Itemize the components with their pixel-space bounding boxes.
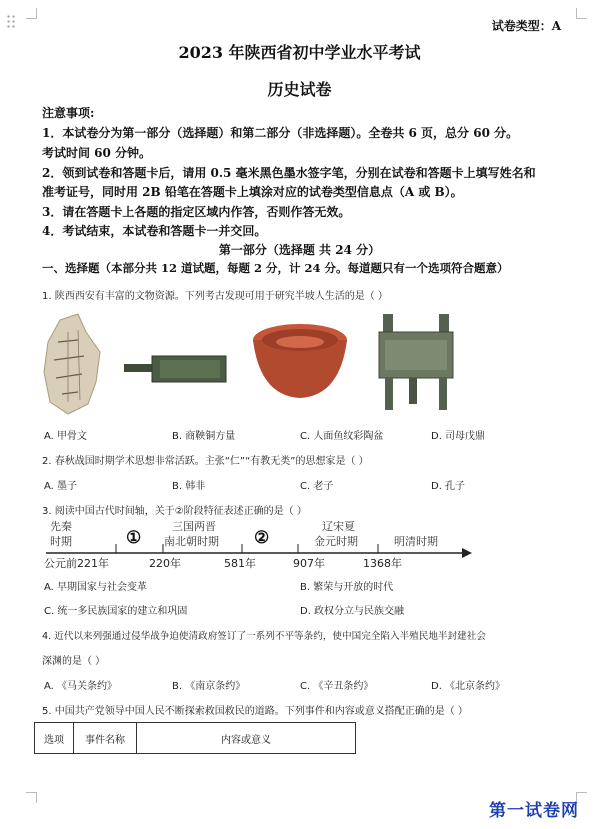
q4-option-c[interactable]: C. 《辛丑条约》 [300,681,374,692]
page-dots [6,14,16,30]
table-row [35,723,356,754]
q1-option-a[interactable]: A. 甲骨文 [44,431,88,442]
notice-heading: 注意事项: [42,106,95,120]
timeline-year: 907年 [293,557,325,570]
question-5-text: 5. 中国共产党领导中国人民不断探索救国救民的道路。下列事件和内容或意义搭配正确的是（ ） [42,706,468,717]
timeline-year: 220年 [149,557,181,570]
q4-option-b[interactable]: B. 《南京条约》 [172,681,246,692]
simuwu-ding-image [375,312,457,412]
timeline-label-pre-qin-bottom: 时期 [50,535,72,548]
q1-option-b[interactable]: B. 商鞅铜方量 [172,431,236,442]
timeline-marker-2: ② [254,528,270,548]
table-header-cell: 事件名称 [74,723,137,754]
q4-option-a[interactable]: A. 《马关条约》 [44,681,118,692]
q4-option-d[interactable]: D. 《北京条约》 [431,681,506,692]
oracle-bone-image [38,312,108,417]
timeline-label-liao-song-top: 辽宋夏 [322,520,355,533]
q2-option-b[interactable]: B. 韩非 [172,481,206,492]
question-2-text: 2. 春秋战国时期学术思想非常活跃。主张“仁”“有教无类”的思想家是（ ） [42,456,369,467]
exam-subtitle: 历史试卷 [267,80,332,99]
timeline-year: 1368年 [363,557,402,570]
table-header-cell: 内容或意义 [137,723,356,754]
brand-watermark: 第一试卷网 [489,801,579,821]
crop-mark-top-right [576,8,587,19]
paper-type: 试卷类型：A [491,19,561,33]
q2-option-a[interactable]: A. 墨子 [44,481,78,492]
timeline-year: 公元前221年 [44,557,109,570]
table-header-cell: 选项 [35,723,74,754]
exam-title: 2023 年陕西省初中学业水平考试 [178,43,421,62]
q3-option-c[interactable]: C. 统一多民族国家的建立和巩固 [44,606,188,617]
q1-option-d[interactable]: D. 司母戊鼎 [431,431,486,442]
notice-line: 考试时间 60 分钟。 [42,146,152,160]
painted-pottery-basin-image [250,318,350,403]
notice-line: 1．本试卷分为第一部分（选择题）和第二部分（非选择题）。全卷共 6 页，总分 60 分。 [42,126,519,140]
q2-option-d[interactable]: D. 孔子 [431,481,466,492]
question-1-text: 1. 陕西西安有丰富的文物资源。下列考古发现可用于研究半坡人生活的是（ ） [42,291,388,302]
q5-table [34,722,356,754]
notice-line: 3．请在答题卡上各题的指定区域内作答，否则作答无效。 [42,205,351,219]
timeline-marker-1: ① [126,528,142,548]
question-3-text: 3. 阅读中国古代时间轴，关于②阶段特征表述正确的是（ ） [42,506,307,517]
timeline-label-three-kingdoms-top: 三国两晋 [172,520,216,533]
bronze-square-measure-image [122,350,230,390]
section-instructions: 一、选择题（本部分共 12 道试题，每题 2 分，计 24 分。每道题只有一个选项符合题意） [42,261,509,275]
crop-mark-top-left [26,8,37,19]
timeline-label-pre-qin-top: 先秦 [50,520,72,533]
q2-option-c[interactable]: C. 老子 [300,481,334,492]
notice-line: 2．领到试卷和答题卡后，请用 0.5 毫米黑色墨水签字笔，分别在试卷和答题卡上填写姓名和 [42,166,536,180]
question-4-text: 4. 近代以来列强通过侵华战争迫使清政府签订了一系列不平等条约，使中国完全陷入半殖民地半封建社会 [42,631,486,642]
timeline-label-liao-song-bottom: 金元时期 [314,535,358,548]
timeline-label-ming-qing: 明清时期 [394,535,438,548]
section-title: 第一部分（选择题 共 24 分） [218,243,381,257]
timeline-year: 581年 [224,557,256,570]
q3-option-b[interactable]: B. 繁荣与开放的时代 [300,582,394,593]
notice-line: 4．考试结束，本试卷和答题卡一并交回。 [42,224,267,238]
q1-option-c[interactable]: C. 人面鱼纹彩陶盆 [300,431,384,442]
question-4-text-continued: 深渊的是（ ） [42,656,106,667]
crop-mark-bottom-left [26,792,37,803]
timeline-label-three-kingdoms-bottom: 南北朝时期 [164,535,219,548]
notice-line: 准考证号，同时用 2B 铅笔在答题卡上填涂对应的试卷类型信息点（A 或 B）。 [42,185,463,199]
q3-option-a[interactable]: A. 早期国家与社会变革 [44,582,148,593]
q3-option-d[interactable]: D. 政权分立与民族交融 [300,606,405,617]
